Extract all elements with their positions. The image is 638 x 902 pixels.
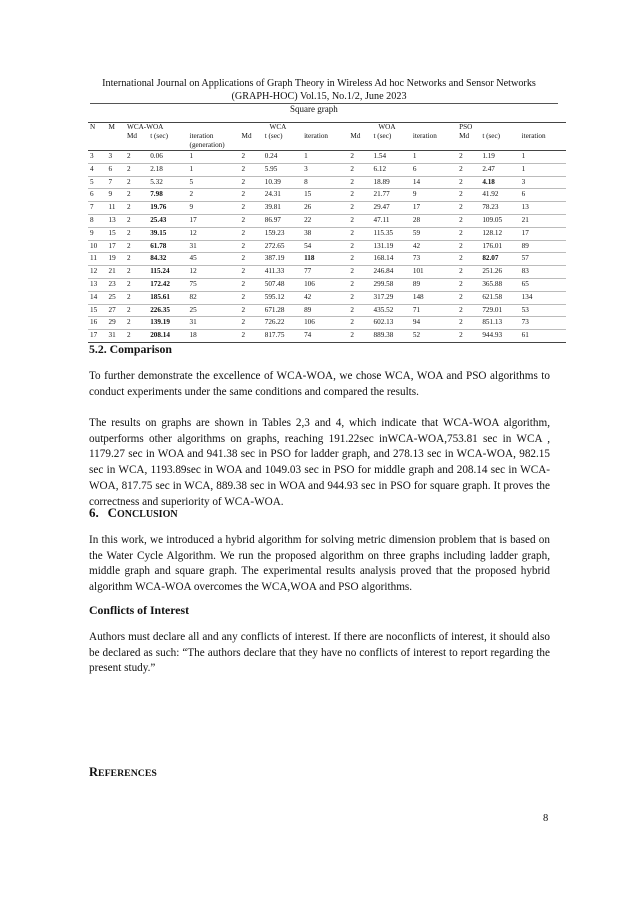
table-cell-md4: 2 — [459, 267, 463, 276]
table-cell-md4: 2 — [459, 241, 463, 250]
table-row — [88, 214, 566, 227]
table-cell-md4: 2 — [459, 203, 463, 212]
table-cell-it3: 52 — [412, 331, 421, 340]
table-cell-t2: 24.31 — [264, 190, 281, 199]
table-cell-t1: 5.32 — [150, 177, 163, 186]
table-cell-it1: 9 — [189, 203, 194, 212]
table-cell-md2: 2 — [241, 279, 246, 288]
table-cell-md1: 2 — [127, 305, 131, 314]
table-cell-md2: 2 — [241, 318, 246, 327]
references-heading — [89, 765, 157, 780]
table-row — [88, 304, 566, 317]
table-cell-it1: 1 — [189, 152, 194, 160]
table-cell-md3: 2 — [350, 254, 354, 263]
table-cell-it1: 18 — [189, 331, 197, 340]
table-cell-n: 7 — [90, 203, 94, 212]
table-cell-t1: 19.76 — [150, 203, 167, 212]
table-cell-md2: 2 — [241, 305, 246, 314]
section-6-rest: ONCLUSION — [117, 509, 178, 520]
table-cell-t2: 159.23 — [264, 228, 285, 237]
table-cell-md2: 2 — [241, 152, 246, 160]
table-cell-it4: 65 — [521, 279, 529, 288]
table-cell-md1: 2 — [127, 203, 131, 212]
section-6-heading — [89, 505, 178, 521]
table-cell-md1: 2 — [127, 228, 131, 237]
table-cell-t3: 131.19 — [373, 241, 394, 250]
table-cell-it1: 75 — [189, 279, 197, 288]
table-cell-it4: 1 — [521, 152, 526, 160]
table-cell-md1: 2 — [127, 190, 131, 199]
table-cell-md3: 2 — [350, 305, 354, 314]
table-cell-it2: 77 — [304, 267, 312, 276]
subheader-t: t (sec) — [148, 132, 187, 151]
table-cell-it4: 3 — [521, 177, 526, 186]
table-cell-md2: 2 — [241, 215, 246, 224]
references-rest: EFERENCES — [98, 768, 157, 779]
table-cell-t3: 1.54 — [373, 152, 387, 160]
table-cell-it1: 31 — [189, 241, 197, 250]
table-cell-it3: 28 — [412, 215, 421, 224]
table-cell-n: 15 — [90, 305, 98, 314]
table-cell-md4: 2 — [459, 177, 463, 186]
table-cell-t3: 29.47 — [373, 203, 390, 212]
subheader-iteration: iteration — [520, 132, 566, 151]
conflicts-paragraph: Authors must declare all and any conflicts of interest. If there are noconflicts of interest, it should also be declared as such: “The authors declare that they have no conflicts of interest to report regarding the present study.” — [89, 631, 550, 675]
table-cell-n: 12 — [90, 267, 98, 276]
table-cell-t3: 18.89 — [373, 177, 390, 186]
table-cell-md2: 2 — [241, 190, 246, 199]
table-cell-t1: 2.18 — [150, 164, 163, 173]
table-cell-t2: 86.97 — [264, 215, 281, 224]
table-cell-it1: 31 — [189, 318, 197, 327]
table-row — [88, 202, 566, 215]
header-n: N — [88, 123, 107, 133]
table-cell-it4: 73 — [521, 318, 529, 327]
table-cell-m: 27 — [108, 305, 116, 314]
table-cell-md3: 2 — [350, 152, 354, 160]
subheader-t: t (sec) — [480, 132, 519, 151]
table-cell-md4: 2 — [459, 190, 463, 199]
table-cell-n: 5 — [90, 177, 94, 186]
table-cell-it1: 5 — [189, 177, 194, 186]
table-cell-it2: 22 — [304, 215, 312, 224]
table-cell-n: 10 — [90, 241, 98, 250]
table-cell-n: 9 — [90, 228, 94, 237]
table-cell-md1: 2 — [127, 267, 131, 276]
subheader-md: Md — [457, 132, 480, 151]
table-cell-m: 23 — [108, 279, 116, 288]
table-cell-it1: 1 — [189, 164, 194, 173]
table-cell-n: 8 — [90, 215, 94, 224]
table-cell-t1: 208.14 — [150, 331, 170, 340]
comparison-paragraph-1: To further demonstrate the excellence of WCA-WOA, we chose WCA, WOA and PSO algorithms to conduct experiments under the same conditions and compared the results. — [89, 370, 550, 398]
subheader-md: Md — [348, 132, 371, 151]
table-cell-t2: 10.39 — [264, 177, 281, 186]
table-cell-n: 17 — [90, 331, 98, 340]
table-cell-n: 14 — [90, 292, 98, 301]
table-row — [88, 278, 566, 291]
table-cell-t2: 39.81 — [264, 203, 281, 212]
table-cell-it2: 54 — [304, 241, 312, 250]
table-cell-t1: 226.35 — [150, 305, 170, 314]
table-cell-t1: 61.78 — [150, 241, 167, 250]
table-cell-t3: 299.58 — [373, 279, 394, 288]
table-row — [88, 253, 566, 266]
subheader-md: Md — [125, 132, 148, 151]
table-cell-it2: 106 — [304, 318, 315, 327]
section-6-number: 6. — [89, 505, 99, 520]
table-cell-m: 13 — [108, 215, 116, 224]
table-cell-it3: 71 — [412, 305, 421, 314]
table-cell-md1: 2 — [127, 292, 131, 301]
table-cell-t4: 41.92 — [482, 190, 499, 199]
table-cell-it1: 17 — [189, 215, 197, 224]
table-cell-it3: 17 — [412, 203, 421, 212]
table-cell-n: 13 — [90, 279, 98, 288]
table-cell-t4: 128.12 — [482, 228, 503, 237]
journal-header — [60, 78, 578, 103]
table-cell-it2: 38 — [304, 228, 312, 237]
table-cell-md2: 2 — [241, 292, 246, 301]
table-row — [88, 176, 566, 189]
table-cell-t4: 365.88 — [482, 279, 503, 288]
table-row — [88, 317, 566, 330]
table-cell-t3: 21.77 — [373, 190, 390, 199]
table-cell-md1: 2 — [127, 254, 131, 263]
table-cell-md1: 2 — [127, 331, 131, 340]
table-cell-m: 25 — [108, 292, 116, 301]
table-cell-it2: 89 — [304, 305, 312, 314]
table-header-row — [88, 123, 566, 133]
table-cell-md2: 2 — [241, 241, 246, 250]
header-woa: WOA — [348, 123, 457, 133]
table-cell-it3: 9 — [412, 190, 417, 199]
table-cell-md3: 2 — [350, 177, 354, 186]
table-cell-it3: 148 — [412, 292, 424, 301]
table-cell-t4: 176.01 — [482, 241, 503, 250]
table-cell-it1: 12 — [189, 228, 197, 237]
table-cell-it3: 6 — [412, 164, 417, 173]
table-cell-md1: 2 — [127, 177, 131, 186]
table-cell-md4: 2 — [459, 164, 463, 173]
table-cell-md4: 2 — [459, 292, 463, 301]
table-subheader-row — [88, 132, 566, 151]
table-cell-md2: 2 — [241, 177, 246, 186]
table-cell-t3: 317.29 — [373, 292, 394, 301]
table-cell-t4: 944.93 — [482, 331, 503, 340]
table-cell-t2: 387.19 — [264, 254, 285, 263]
table-cell-m: 7 — [108, 177, 113, 186]
table-cell-t3: 168.14 — [373, 254, 394, 263]
table-cell-t4: 109.05 — [482, 215, 503, 224]
table-cell-t4: 729.01 — [482, 305, 503, 314]
table-cell-it4: 21 — [521, 215, 529, 224]
table-cell-t4: 2.47 — [482, 164, 495, 173]
table-cell-t1: 115.24 — [150, 267, 170, 276]
references-initial: R — [89, 765, 99, 779]
table-cell-t1: 25.43 — [150, 215, 167, 224]
table-cell-it1: 12 — [189, 267, 197, 276]
subheader-md: Md — [240, 132, 263, 151]
table-cell-md2: 2 — [241, 267, 246, 276]
table-cell-t1: 139.19 — [150, 318, 170, 327]
table-cell-it4: 13 — [521, 203, 529, 212]
table-cell-it4: 89 — [521, 241, 529, 250]
journal-title-line1: International Journal on Applications of Graph Theory in Wireless Ad hoc Networks and Sensor Networks — [102, 78, 536, 89]
table-cell-md1: 2 — [127, 164, 131, 173]
table-cell-t2: 726.22 — [264, 318, 285, 327]
table-cell-t2: 671.28 — [264, 305, 285, 314]
table-cell-t3: 246.84 — [373, 267, 394, 276]
table-cell-t3: 602.13 — [373, 318, 394, 327]
table-cell-t4: 1.19 — [482, 152, 495, 160]
table-cell-m: 11 — [108, 203, 116, 212]
subheader-iteration: iteration — [302, 132, 348, 151]
table-cell-it3: 1 — [412, 152, 417, 160]
table-cell-md4: 2 — [459, 152, 463, 160]
table-cell-it3: 94 — [412, 318, 421, 327]
table-cell-md1: 2 — [127, 318, 131, 327]
table-cell-md2: 2 — [241, 164, 246, 173]
table-cell-t1: 185.61 — [150, 292, 170, 301]
conflicts-heading: Conflicts of Interest — [89, 603, 190, 617]
table-cell-it1: 45 — [189, 254, 197, 263]
header-m: M — [107, 123, 126, 133]
table-row — [88, 240, 566, 253]
table-cell-md1: 2 — [127, 215, 131, 224]
table-cell-it4: 83 — [521, 267, 529, 276]
table-cell-md2: 2 — [241, 228, 246, 237]
table-cell-n: 3 — [90, 152, 94, 160]
table-cell-t2: 411.33 — [264, 267, 285, 276]
table-cell-t2: 5.95 — [264, 164, 278, 173]
table-row — [88, 163, 566, 176]
table-cell-n: 6 — [90, 190, 94, 199]
table-cell-t1: 39.15 — [150, 228, 167, 237]
table-cell-it3: 14 — [412, 177, 421, 186]
table-cell-m: 29 — [108, 318, 116, 327]
table-cell-it2: 3 — [304, 164, 308, 173]
table-cell-md3: 2 — [350, 228, 354, 237]
table-cell-t3: 115.35 — [373, 228, 394, 237]
table-cell-it2: 15 — [304, 190, 312, 199]
table-row — [88, 227, 566, 240]
table-cell-n: 11 — [90, 254, 97, 263]
table-cell-t4: 4.18 — [482, 177, 495, 186]
table-cell-t2: 507.48 — [264, 279, 285, 288]
table-cell-t4: 251.26 — [482, 267, 503, 276]
table-cell-it3: 101 — [412, 267, 424, 276]
table-cell-md3: 2 — [350, 279, 354, 288]
table-cell-md3: 2 — [350, 318, 354, 327]
table-cell-it2: 106 — [304, 279, 315, 288]
table-cell-md4: 2 — [459, 254, 463, 263]
table-cell-t1: 7.98 — [150, 190, 163, 199]
table-cell-it3: 73 — [412, 254, 421, 263]
table-cell-md1: 2 — [127, 279, 131, 288]
table-cell-m: 3 — [108, 152, 113, 160]
table-cell-md4: 2 — [459, 331, 463, 340]
table-cell-md3: 2 — [350, 292, 354, 301]
subheader-iteration: iteration — [411, 132, 457, 151]
table-cell-m: 21 — [108, 267, 116, 276]
table-cell-t3: 889.38 — [373, 331, 394, 340]
header-wca: WCA — [240, 123, 349, 133]
table-cell-it2: 42 — [304, 292, 312, 301]
table-cell-t2: 595.12 — [264, 292, 285, 301]
table-cell-md4: 2 — [459, 215, 463, 224]
table-cell-md3: 2 — [350, 331, 354, 340]
table-cell-it1: 25 — [189, 305, 197, 314]
table-cell-it4: 134 — [521, 292, 533, 301]
table-cell-md3: 2 — [350, 190, 354, 199]
table-cell-m: 6 — [108, 164, 113, 173]
table-cell-it1: 2 — [189, 190, 194, 199]
page-number: 8 — [543, 813, 549, 824]
table-cell-it3: 89 — [412, 279, 421, 288]
header-pso: PSO — [457, 123, 566, 133]
table-cell-m: 15 — [108, 228, 116, 237]
table-cell-t4: 621.58 — [482, 292, 503, 301]
table-cell-it2: 118 — [304, 254, 315, 263]
table-row — [88, 151, 566, 164]
table-cell-t2: 0.24 — [264, 152, 278, 160]
table-cell-it2: 8 — [304, 177, 308, 186]
table-cell-it2: 74 — [304, 331, 312, 340]
table-row — [88, 266, 566, 279]
table-cell-t3: 6.12 — [373, 164, 387, 173]
table-cell-m: 17 — [108, 241, 116, 250]
table-caption: Square graph — [290, 104, 338, 114]
table-cell-t4: 78.23 — [482, 203, 499, 212]
table-cell-m: 9 — [108, 190, 113, 199]
table-cell-n: 4 — [90, 164, 94, 173]
table-row — [88, 189, 566, 202]
table-cell-it4: 53 — [521, 305, 529, 314]
table-cell-it4: 17 — [521, 228, 529, 237]
table-cell-it1: 82 — [189, 292, 197, 301]
subheader-t: t (sec) — [372, 132, 411, 151]
table-cell-it2: 26 — [304, 203, 312, 212]
table-cell-t3: 47.11 — [373, 215, 390, 224]
table-cell-it3: 42 — [412, 241, 421, 250]
section-6-initial: C — [107, 505, 117, 520]
table-cell-t1: 0.06 — [150, 152, 163, 160]
table-cell-n: 16 — [90, 318, 98, 327]
table-cell-t1: 172.42 — [150, 279, 170, 288]
table-cell-t2: 272.65 — [264, 241, 285, 250]
journal-title-line2: (GRAPH-HOC) Vol.15, No.1/2, June 2023 — [231, 90, 407, 102]
subheader-iteration-gen: iteration (generation) — [188, 132, 240, 151]
table-cell-md3: 2 — [350, 164, 354, 173]
table-cell-md4: 2 — [459, 228, 463, 237]
table-cell-md4: 2 — [459, 305, 463, 314]
table-cell-md3: 2 — [350, 267, 354, 276]
table-cell-md1: 2 — [127, 152, 131, 160]
conclusion-paragraph: In this work, we introduced a hybrid algorithm for solving metric dimension problem that is based on the Water Cycle Algorithm. We run the proposed algorithm on three graphs including ladder graph, middle graph and square graph. The experimental results analysis proved that the proposed hybrid algorithm WCA-WOA overcomes the WCA,WOA and PSO algorithms. — [89, 534, 550, 594]
table-cell-t2: 817.75 — [264, 331, 285, 340]
results-table — [88, 122, 566, 343]
table-cell-it4: 57 — [521, 254, 529, 263]
table-cell-md4: 2 — [459, 279, 463, 288]
comparison-paragraph-2: The results on graphs are shown in Tables 2,3 and 4, which indicate that WCA-WOA algorithm, outperforms other algorithms on graphs, reaching 191.22sec inWCA-WOA,753.81 sec in WCA , 1179.27 sec in WOA and 941.38 sec in PSO for ladder graph, and 278.13 sec in WCA-WOA, 982.15 sec in WCA, 1193.89sec in WOA and 1049.03 sec in PSO for middle graph and 208.14 sec in WCA-WOA, 817.75 sec in WCA, 889.38 sec in WOA and 944.93 sec in PSO for square graph. It proves the correctness and superiority of WCA-WOA. — [89, 417, 550, 508]
table-cell-it4: 61 — [521, 331, 529, 340]
table-cell-md4: 2 — [459, 318, 463, 327]
table-cell-md2: 2 — [241, 331, 246, 340]
table-cell-it3: 59 — [412, 228, 421, 237]
table-cell-t4: 82.07 — [482, 254, 499, 263]
table-cell-md3: 2 — [350, 203, 354, 212]
header-wcawoa: WCA-WOA — [125, 123, 240, 133]
table-cell-it4: 6 — [521, 190, 526, 199]
table-cell-md3: 2 — [350, 215, 354, 224]
table-cell-t3: 435.52 — [373, 305, 394, 314]
section-5-2-heading: 5.2. Comparison — [89, 342, 172, 356]
table-cell-m: 19 — [108, 254, 116, 263]
table-cell-t1: 84.32 — [150, 254, 167, 263]
table-cell-t4: 851.13 — [482, 318, 503, 327]
table-row — [88, 291, 566, 304]
table-cell-it2: 1 — [304, 152, 308, 160]
table-cell-md2: 2 — [241, 203, 246, 212]
table-cell-it4: 1 — [521, 164, 526, 173]
table-cell-m: 31 — [108, 331, 116, 340]
table-cell-md3: 2 — [350, 241, 354, 250]
subheader-t: t (sec) — [263, 132, 302, 151]
table-cell-md1: 2 — [127, 241, 131, 250]
table-cell-md2: 2 — [241, 254, 246, 263]
table-row — [88, 330, 566, 343]
